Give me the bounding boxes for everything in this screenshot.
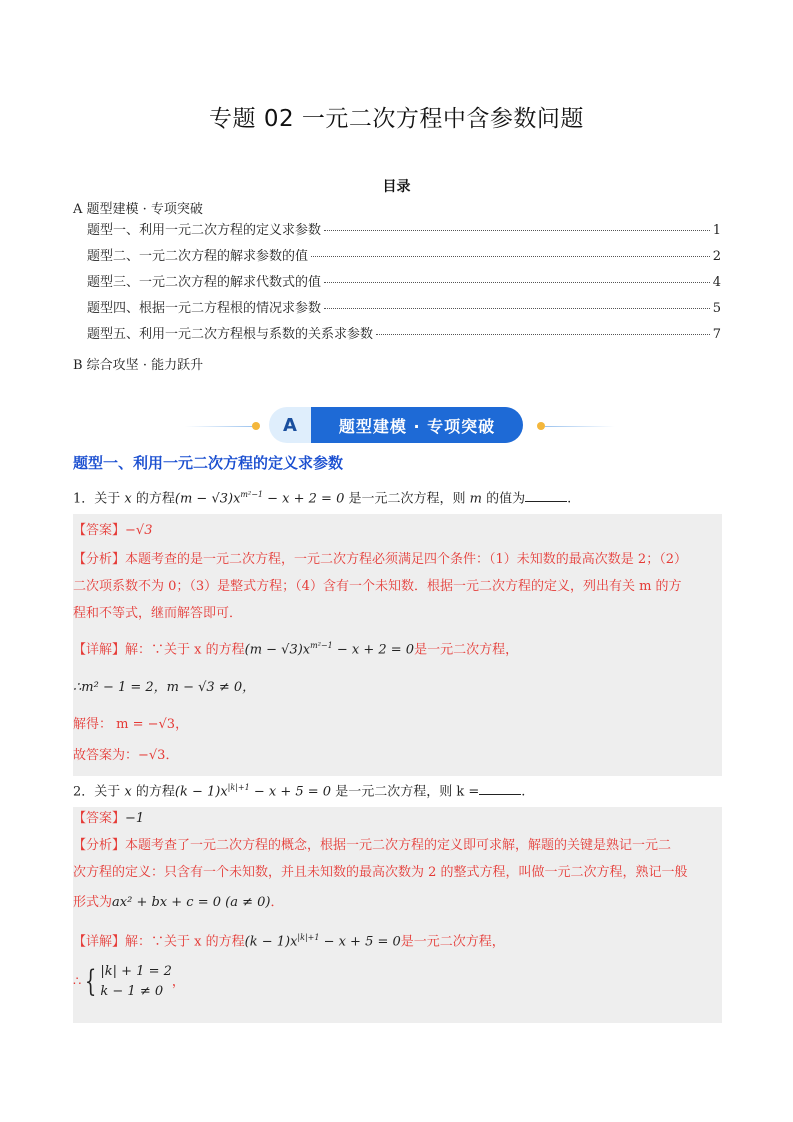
system-line-1: |k| + 1 = 2 (100, 964, 172, 979)
detail-text: 解：∵关于 x 的方程 (125, 934, 245, 950)
analysis-2-line-3 (73, 895, 283, 911)
toc-section-a[interactable]: A 题型建模 · 专项突破 (73, 202, 203, 217)
banner-letter: A (269, 407, 311, 443)
detail-equation-rest: − x + 5 = 0 (319, 934, 401, 950)
analysis-1-line-1 (73, 552, 687, 568)
question-1 (73, 487, 571, 507)
detail-exponent: m²−1 (310, 641, 333, 650)
analysis-2-line-2: 次方程的定义：只含有一个未知数，并且未知数的最高次数为 2 的整式方程，叫做一元二次方程，熟记一般 (73, 865, 688, 880)
toc-item-label: 题型二、一元二次方程的解求参数的值 (87, 249, 309, 264)
page-title: 专题 02 一元二次方程中含参数问题 (209, 106, 584, 132)
toc-section-b[interactable]: B 综合攻坚 · 能力跃升 (73, 358, 204, 373)
detail-1-line-4 (73, 748, 178, 764)
toc-item-label: 题型三、一元二次方程的解求代数式的值 (87, 275, 322, 290)
toc-heading: 目录 (382, 179, 411, 195)
answer-tag: 【答案】 (73, 523, 126, 538)
analysis-tag: 【分析】 (73, 552, 126, 567)
banner-text: 题型建模 · 专项突破 (311, 407, 523, 443)
therefore-symbol: ∴ (73, 974, 82, 990)
detail-text-end: 是一元二次方程， (414, 642, 519, 658)
toc-item-label: 题型四、根据一元二方程根的情况求参数 (87, 301, 322, 316)
detail-equation: (m − √3)x (244, 642, 311, 658)
detail-1-line-2 (73, 680, 255, 696)
q1-var-m: m (469, 491, 482, 507)
detail-exponent: |k|+1 (297, 933, 320, 942)
q1-prefix: 1．关于 (73, 491, 125, 507)
q1-suffix: 是一元二次方程，则 (344, 491, 470, 507)
toc-item-label: 题型五、利用一元二次方程根与系数的关系求参数 (87, 327, 374, 342)
q1-mid: 的方程 (131, 491, 175, 507)
detail-final: 故答案为：−√3． (73, 748, 179, 763)
system-line-2: k − 1 ≠ 0 (100, 984, 164, 999)
detail-tag: 【详解】 (73, 934, 126, 950)
q1-end: . (567, 491, 572, 507)
answer-1 (73, 523, 152, 539)
analysis-tag: 【分析】 (73, 838, 126, 853)
toc-item-1[interactable] (87, 219, 721, 238)
brace-icon: { (85, 964, 97, 999)
toc-item-2[interactable] (87, 245, 721, 264)
toc-item-page: 1 (712, 223, 721, 238)
toc-item-4[interactable] (87, 297, 721, 316)
detail-1-line-1 (73, 638, 518, 658)
system-comma: ， (171, 974, 185, 990)
answer-blank[interactable] (479, 782, 521, 795)
banner-left-line (185, 426, 255, 427)
q2-end: . (521, 784, 526, 800)
q2-var-x: x (124, 784, 132, 800)
analysis-2-line-1 (73, 838, 671, 854)
q2-equation-rest: − x + 5 = 0 (249, 784, 332, 800)
banner-right-dot (537, 422, 545, 430)
answer-blank[interactable] (525, 489, 567, 502)
detail-2-line-1 (73, 930, 505, 950)
banner-left-dot (252, 422, 260, 430)
q1-equation-rest: − x + 2 = 0 (263, 491, 345, 507)
answer-2 (73, 811, 144, 827)
q1-equation: (m − √3)x (174, 491, 241, 507)
analysis-end: ． (270, 895, 284, 910)
general-form: ax² + bx + c = 0 (a ≠ 0) (112, 895, 271, 910)
q1-var-x: x (124, 491, 132, 507)
toc-item-5[interactable] (87, 323, 721, 342)
analysis-text: 本题考查的是一元二次方程，一元二次方程必须满足四个条件：（1）未知数的最高次数是 2；（2） (125, 552, 687, 567)
detail-2-system (73, 962, 185, 1008)
q1-exponent: m²−1 (240, 490, 263, 499)
detail-solution: 解得： m = −√3， (73, 717, 189, 732)
analysis-1-line-3: 程和不等式，继而解答即可． (73, 606, 243, 621)
equation-system (100, 962, 172, 1002)
q1-suffix-2: 的值为 (481, 491, 526, 507)
detail-equation-rest: − x + 2 = 0 (332, 642, 415, 658)
q2-suffix: 是一元二次方程，则 k = (331, 784, 480, 800)
answer-tag: 【答案】 (73, 811, 126, 826)
answer-value: −√3 (125, 523, 153, 538)
section-banner (269, 407, 523, 443)
toc-item-page: 4 (712, 275, 721, 290)
toc-item-page: 7 (712, 327, 721, 342)
detail-equation: (k − 1)x (244, 934, 298, 950)
question-2 (73, 780, 525, 800)
detail-text: 解：∵关于 x 的方程 (125, 642, 245, 658)
banner-right-line (545, 426, 615, 427)
detail-text-end: 是一元二次方程， (400, 934, 505, 950)
toc-item-3[interactable] (87, 271, 721, 290)
q2-prefix: 2．关于 (73, 784, 125, 800)
analysis-text: 形式为 (73, 895, 113, 910)
section-title: 题型一、利用一元二次方程的定义求参数 (73, 454, 344, 472)
q2-mid: 的方程 (131, 784, 175, 800)
detail-tag: 【详解】 (73, 642, 126, 658)
analysis-1-line-2: 二次项系数不为 0；（3）是整式方程；（4）含有一个未知数．根据一元二次方程的定义，列出有关 m 的方 (73, 579, 682, 594)
toc-item-page: 5 (712, 301, 721, 316)
toc-item-label: 题型一、利用一元二次方程的定义求参数 (87, 223, 322, 238)
detail-condition: ∴m² − 1 = 2，m − √3 ≠ 0， (73, 680, 256, 695)
toc-item-page: 2 (712, 249, 721, 264)
q2-equation: (k − 1)x (174, 784, 228, 800)
detail-1-line-3 (73, 717, 188, 733)
analysis-text: 本题考查了一元二次方程的概念，根据一元二次方程的定义即可求解，解题的关键是熟记一元二 (125, 838, 672, 853)
answer-value: −1 (125, 811, 145, 826)
q2-exponent: |k|+1 (227, 783, 250, 792)
